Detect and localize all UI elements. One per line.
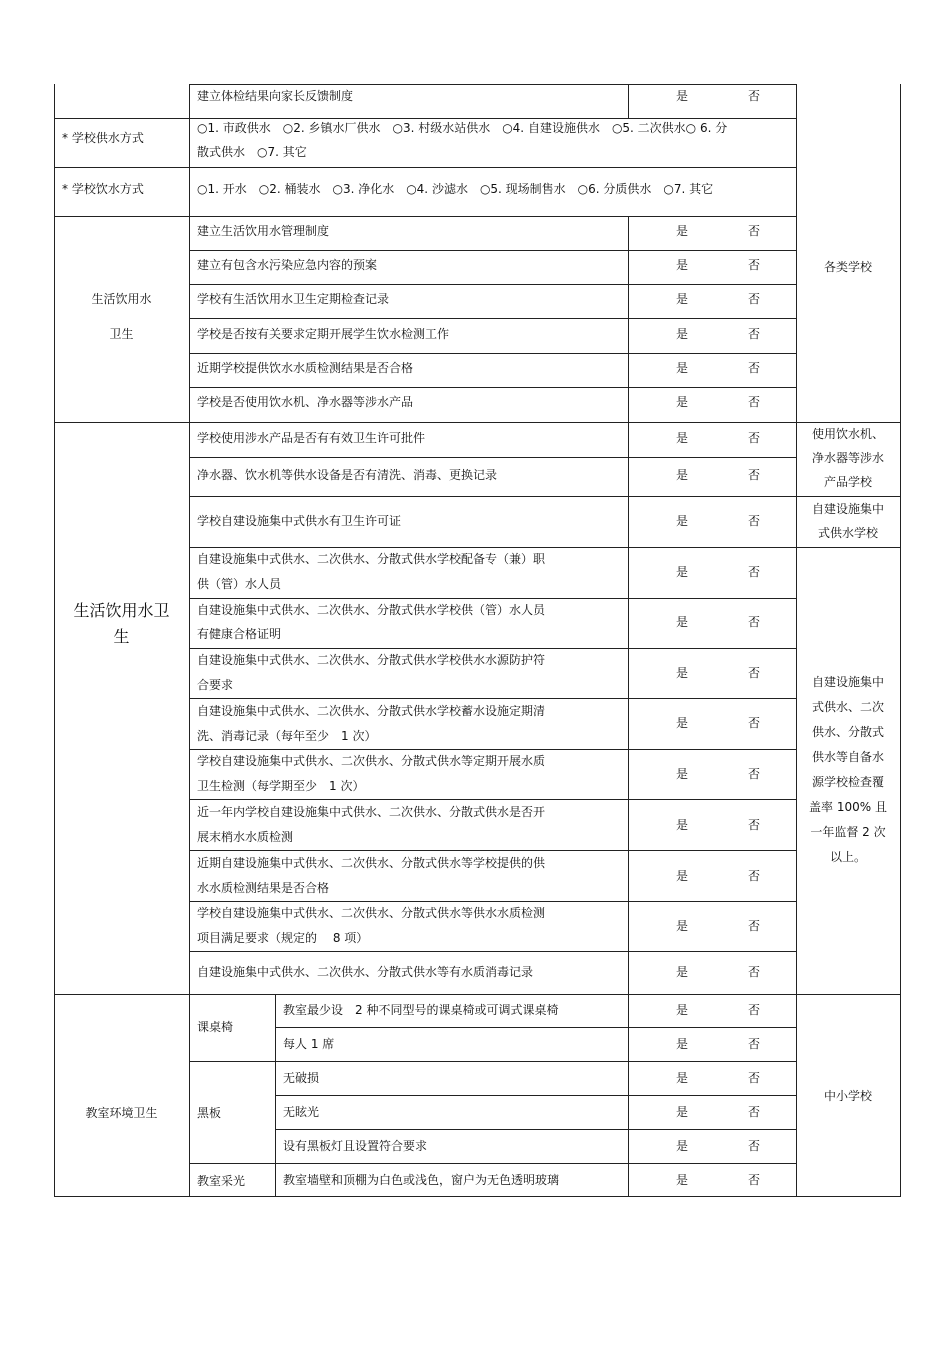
yes-option[interactable]: 是: [675, 258, 688, 272]
scope-text: 自建设施集中: [811, 675, 884, 689]
divider-answer: [628, 84, 629, 118]
section-label: 生活饮用水: [91, 292, 152, 306]
row-line: [54, 1196, 900, 1197]
item-text: 建立体检结果向家长反馈制度: [197, 89, 354, 103]
border-right: [900, 84, 901, 1197]
row-line: [189, 496, 900, 497]
row-line: [54, 422, 900, 423]
item-text: 学校有生活饮用水卫生定期检查记录: [197, 292, 390, 306]
row-line: [275, 1027, 796, 1028]
no-option[interactable]: 否: [747, 1037, 760, 1051]
item-text: 卫生检测（每学期至少 1 次）: [197, 779, 365, 793]
yes-option[interactable]: 是: [675, 327, 688, 341]
item-text: 教室最少设 2 种不同型号的课桌椅或可调式课桌椅: [283, 1003, 559, 1017]
no-option[interactable]: 否: [747, 869, 760, 883]
item-text: 自建设施集中式供水、二次供水、分散式供水学校配备专（兼）职: [197, 552, 546, 566]
item-text: 近一年内学校自建设施集中式供水、二次供水、分散式供水是否开: [197, 805, 546, 819]
yes-option[interactable]: 是: [675, 1037, 688, 1051]
item-text: 无眩光: [283, 1105, 320, 1119]
scope-text: 各类学校: [823, 260, 872, 274]
item-text: 近期自建设施集中式供水、二次供水、分散式供水等学校提供的供: [197, 856, 546, 870]
yes-option[interactable]: 是: [675, 1105, 688, 1119]
no-option[interactable]: 否: [747, 767, 760, 781]
no-option[interactable]: 否: [747, 965, 760, 979]
row-line: [189, 1061, 796, 1062]
row-line: [189, 457, 796, 458]
drink-mode-options[interactable]: ○1. 开水 ○2. 桶装水 ○3. 净化水 ○4. 沙滤水 ○5. 现场制售水 ○6. 分质供水 ○7. 其它: [197, 182, 714, 196]
row-line: [189, 318, 796, 319]
subgroup-board: 黑板: [197, 1106, 222, 1120]
scope-text: 自建设施集中: [811, 502, 884, 516]
divider-answer: [628, 216, 629, 1197]
drink-mode-label: * 学校饮水方式: [62, 182, 144, 196]
item-text: 有健康合格证明: [197, 627, 282, 641]
section-label: 生: [113, 627, 130, 646]
yes-option[interactable]: 是: [675, 565, 688, 579]
no-option[interactable]: 否: [747, 361, 760, 375]
no-option[interactable]: 否: [747, 89, 760, 103]
yes-option[interactable]: 是: [675, 716, 688, 730]
item-text: 建立有包含水污染应急内容的预案: [197, 258, 378, 272]
supply-mode-options[interactable]: 散式供水 ○7. 其它: [197, 145, 307, 159]
item-text: 学校是否使用饮水机、净水器等涉水产品: [197, 395, 414, 409]
yes-option[interactable]: 是: [675, 919, 688, 933]
yes-option[interactable]: 是: [675, 965, 688, 979]
section-label: 生活饮用水卫: [73, 601, 170, 620]
item-text: 学校是否按有关要求定期开展学生饮水检测工作: [197, 327, 450, 341]
subgroup-light: 教室采光: [197, 1174, 246, 1188]
yes-option[interactable]: 是: [675, 767, 688, 781]
row-line: [189, 353, 796, 354]
item-text: 自建设施集中式供水、二次供水、分散式供水学校供（管）水人员: [197, 603, 546, 617]
no-option[interactable]: 否: [747, 292, 760, 306]
yes-option[interactable]: 是: [675, 1139, 688, 1153]
no-option[interactable]: 否: [747, 565, 760, 579]
no-option[interactable]: 否: [747, 1003, 760, 1017]
item-text: 设有黑板灯且设置符合要求: [283, 1139, 428, 1153]
row-line: [189, 250, 796, 251]
yes-option[interactable]: 是: [675, 224, 688, 238]
yes-option[interactable]: 是: [675, 514, 688, 528]
no-option[interactable]: 否: [747, 327, 760, 341]
yes-option[interactable]: 是: [675, 468, 688, 482]
supply-mode-label: * 学校供水方式: [62, 131, 144, 145]
item-text: 净水器、饮水机等供水设备是否有清洗、消毒、更换记录: [197, 468, 498, 482]
no-option[interactable]: 否: [747, 716, 760, 730]
no-option[interactable]: 否: [747, 919, 760, 933]
scope-text: 式供水、二次: [811, 700, 884, 714]
scope-text: 中小学校: [823, 1089, 872, 1103]
no-option[interactable]: 否: [747, 258, 760, 272]
yes-option[interactable]: 是: [675, 818, 688, 832]
scope-text: 一年监督 2 次: [810, 825, 886, 839]
item-text: 自建设施集中式供水、二次供水、分散式供水学校供水水源防护符: [197, 653, 546, 667]
divider-scope: [796, 84, 797, 1197]
item-text: 自建设施集中式供水、二次供水、分散式供水等有水质消毒记录: [197, 965, 534, 979]
scope-text: 使用饮水机、: [811, 427, 884, 441]
no-option[interactable]: 否: [747, 431, 760, 445]
item-text: 供（管）水人员: [197, 577, 282, 591]
no-option[interactable]: 否: [747, 666, 760, 680]
item-text: 项目满足要求（规定的 8 项）: [197, 931, 369, 945]
row-line: [54, 216, 796, 217]
row-line: [189, 284, 796, 285]
item-text: 建立生活饮用水管理制度: [197, 224, 330, 238]
no-option[interactable]: 否: [747, 1139, 760, 1153]
item-text: 学校自建设施集中式供水、二次供水、分散式供水等供水水质检测: [197, 906, 546, 920]
no-option[interactable]: 否: [747, 1105, 760, 1119]
subgroup-desk: 课桌椅: [197, 1020, 234, 1034]
yes-option[interactable]: 是: [675, 292, 688, 306]
row-line: [275, 1095, 796, 1096]
row-line: [189, 1163, 796, 1164]
scope-text: 盖率 100% 且: [809, 800, 887, 814]
scope-text: 供水、分散式: [811, 725, 884, 739]
no-option[interactable]: 否: [747, 818, 760, 832]
yes-option[interactable]: 是: [675, 395, 688, 409]
item-text: 无破损: [283, 1071, 320, 1085]
item-text: 近期学校提供饮水水质检测结果是否合格: [197, 361, 414, 375]
item-text: 每人 1 席: [283, 1037, 335, 1051]
scope-text: 式供水学校: [817, 526, 878, 540]
yes-option[interactable]: 是: [675, 361, 688, 375]
section-label: 教室环境卫生: [85, 1106, 158, 1120]
item-text: 洗、消毒记录（每年至少 1 次）: [197, 729, 377, 743]
item-text: 水水质检测结果是否合格: [197, 881, 330, 895]
row-line: [275, 1129, 796, 1130]
row-line: [54, 994, 900, 995]
no-option[interactable]: 否: [747, 1071, 760, 1085]
item-text: 合要求: [197, 678, 234, 692]
item-text: 学校自建设施集中式供水、二次供水、分散式供水等定期开展水质: [197, 754, 546, 768]
yes-option[interactable]: 是: [675, 89, 688, 103]
no-option[interactable]: 否: [747, 224, 760, 238]
no-option[interactable]: 否: [747, 468, 760, 482]
yes-option[interactable]: 是: [675, 1003, 688, 1017]
scope-text: 产品学校: [823, 475, 872, 489]
item-text: 展末梢水水质检测: [197, 830, 294, 844]
supply-mode-options[interactable]: ○1. 市政供水 ○2. 乡镇水厂供水 ○3. 村级水站供水 ○4. 自建设施供水 ○5. 二次供水○ 6. 分: [197, 121, 728, 135]
item-text: 学校使用涉水产品是否有有效卫生许可批件: [197, 431, 426, 445]
section-label: 卫生: [109, 327, 134, 341]
no-option[interactable]: 否: [747, 395, 760, 409]
yes-option[interactable]: 是: [675, 615, 688, 629]
yes-option[interactable]: 是: [675, 1071, 688, 1085]
yes-option[interactable]: 是: [675, 431, 688, 445]
yes-option[interactable]: 是: [675, 1173, 688, 1187]
no-option[interactable]: 否: [747, 514, 760, 528]
scope-text: 净水器等涉水: [811, 451, 884, 465]
no-option[interactable]: 否: [747, 1173, 760, 1187]
scope-text: 以上。: [829, 850, 866, 864]
item-text: 自建设施集中式供水、二次供水、分散式供水学校蓄水设施定期清: [197, 704, 546, 718]
item-text: 学校自建设施集中式供水有卫生许可证: [197, 514, 402, 528]
row-line: [189, 951, 796, 952]
row-line: [54, 167, 796, 168]
row-line: [189, 387, 796, 388]
yes-option[interactable]: 是: [675, 869, 688, 883]
scope-text: 供水等自备水: [811, 750, 884, 764]
scope-text: 源学校检查覆: [811, 775, 884, 789]
yes-option[interactable]: 是: [675, 666, 688, 680]
no-option[interactable]: 否: [747, 615, 760, 629]
item-text: 教室墙壁和顶棚为白色或浅色，窗户为无色透明玻璃: [283, 1173, 560, 1187]
